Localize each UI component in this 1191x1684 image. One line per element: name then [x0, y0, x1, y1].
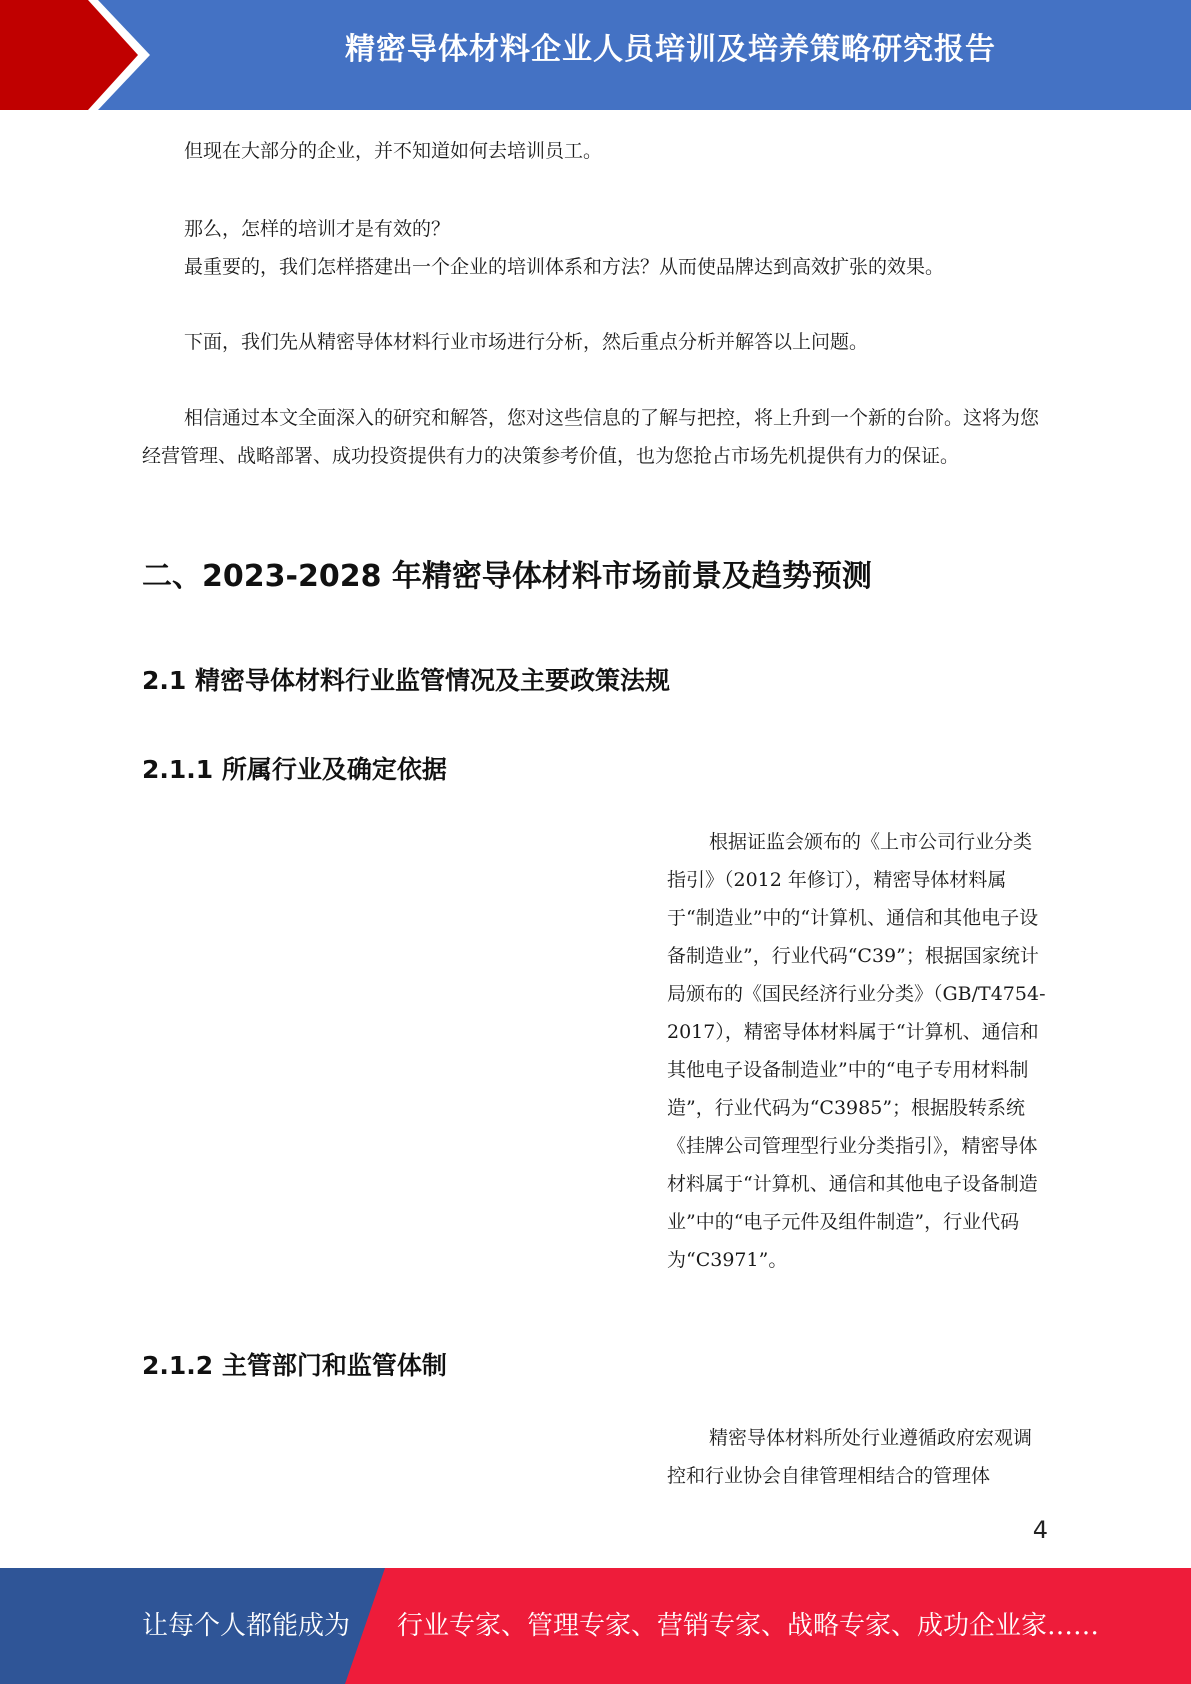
header-title: 精密导体材料企业人员培训及培养策略研究报告: [345, 32, 996, 67]
footer-slogan-right: 行业专家、管理专家、营销专家、战略专家、成功企业家……: [397, 1611, 1100, 1641]
regulatory-system-text: 精密导体材料所处行业遵循政府宏观调控和行业协会自律管理相结合的管理体: [667, 1427, 1033, 1487]
page-number: 4: [1032, 1516, 1048, 1544]
industry-classification-text: 根据证监会颁布的《上市公司行业分类指引》（2012 年修订），精密导体材料属于“制造业”中的“计算机、通信和其他电子设备制造业”，行业代码“C39”；根据国家统计局颁布的《国民经济行业分类》（GB/T4754-2017），精密导体材料属于“计算机、通信和其他电子设备制造业”中的“电子专用材料制造”，行业代码为“C3985”；根据股转系统《挂牌公司管理型行业分类指引》，精密导体材料属于“计算机、通信和其他电子设备制造业”中的“电子元件及组件制造”，行业代码为“C3971”。: [667, 831, 1046, 1271]
paragraph-conclusion: 相信通过本文全面深入的研究和解答，您对这些信息的了解与把控，将上升到一个新的台阶。这将为您经营管理、战略部署、成功投资提供有力的决策参考价值，也为您抢占市场先机提供有力的保证。: [142, 407, 1040, 467]
subsection-heading-2-1-2: 2.1.2 主管部门和监管体制: [142, 1351, 447, 1380]
footer-slogan-left: 让每个人都能成为: [142, 1611, 351, 1641]
page-header: [0, 0, 1191, 110]
page-footer: [0, 1568, 1191, 1684]
subsection-heading-2-1-1: 2.1.1 所属行业及确定依据: [142, 755, 447, 784]
section-heading-2: 二、2023-2028 年精密导体材料市场前景及趋势预测: [142, 559, 872, 594]
paragraph-analysis-plan: 下面，我们先从精密导体材料行业市场进行分析，然后重点分析并解答以上问题。: [184, 331, 869, 353]
subsection-heading-2-1: 2.1 精密导体材料行业监管情况及主要政策法规: [142, 666, 670, 695]
paragraph-question: 那么，怎样的培训才是有效的？: [184, 218, 451, 240]
paragraph-intro-1: 但现在大部分的企业，并不知道如何去培训员工。: [184, 140, 603, 162]
paragraph-key-question: 最重要的，我们怎样搭建出一个企业的培训体系和方法？从而使品牌达到高效扩张的效果。: [184, 256, 945, 278]
